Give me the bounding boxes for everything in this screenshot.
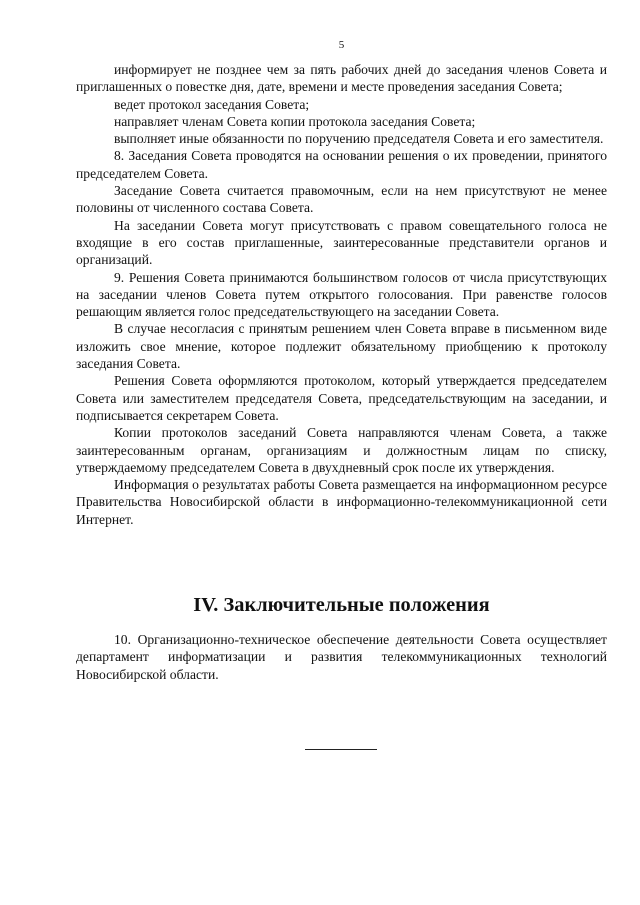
paragraph-keeps-minutes: ведет протокол заседания Совета;	[114, 96, 310, 112]
paragraph-sends-minutes: направляет членам Совета копии протокола заседания Совета;	[114, 113, 476, 129]
paragraph-invited-attendees: На заседании Совета могут присутствовать с правом совещательного голоса не входящие в его состав приглашенные, заинтересованные представители органов и организаций.	[76, 217, 607, 268]
paragraph-clause-8: 8. Заседания Совета проводятся на основании решения о их проведении, принятого председателем Совета.	[76, 148, 607, 181]
paragraph-other-duties: выполняет иные обязанности по поручению председателя Совета и его заместителя.	[114, 131, 604, 147]
section-body	[76, 631, 607, 683]
paragraph-dissent: В случае несогласия с принятым решением член Совета вправе в письменном виде изложить свое мнение, которое подлежит обязательному приобщению к протоколу заседания Совета.	[76, 321, 607, 372]
paragraph-quorum: Заседание Совета считается правомочным, если на нем присутствуют не менее половины от численного состава Совета.	[76, 183, 607, 216]
document-body	[76, 61, 607, 528]
paragraph-minutes-copies: Копии протоколов заседаний Совета направляются членам Совета, а также заинтересованным органам, организациям и должностным лицам по списку, утверждаемому председателем Совета в двухдневный срок после их утверждения.	[76, 425, 607, 475]
paragraph-publication: Информация о результатах работы Совета размещается на информационном ресурсе Правительства Новосибирской области в информационно-телекоммуникационной сети Интернет.	[76, 477, 607, 527]
paragraph-clause-10: 10. Организационно-техническое обеспечение деятельности Совета осуществляет департамент информатизации и развития телекоммуникационных технологий Новосибирской области.	[76, 632, 607, 682]
paragraph-clause-9: 9. Решения Совета принимаются большинством голосов от числа присутствующих на заседании членов Совета путем открытого голосования. При равенстве голосов решающим является голос председательствующего на заседании Совета.	[76, 269, 607, 320]
paragraph-notify-members: информирует не позднее чем за пять рабочих дней до заседания членов Совета и приглашенных о повестке дня, дате, времени и месте проведения заседания Совета;	[76, 62, 607, 95]
end-rule-divider	[305, 749, 377, 750]
section-heading: IV. Заключительные положения	[193, 594, 490, 616]
paragraph-minutes-format: Решения Совета оформляются протоколом, который утверждается председателем Совета или заместителем председателя Совета, председательствующим на заседании, и подписывается секретарем Совета.	[76, 373, 607, 423]
page-number: 5	[338, 39, 345, 51]
